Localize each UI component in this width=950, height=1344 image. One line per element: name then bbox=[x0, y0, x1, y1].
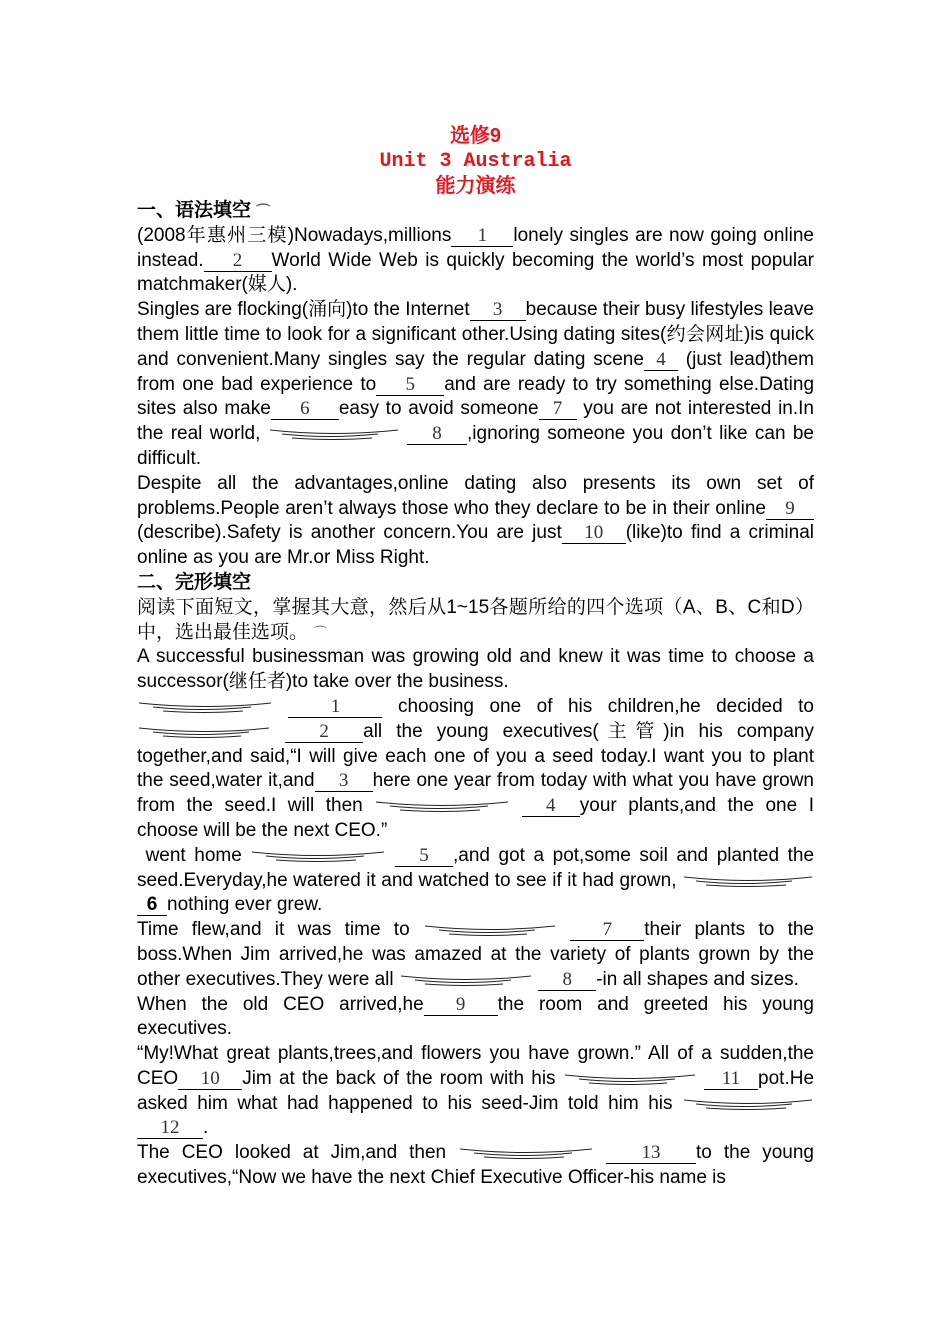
blank-10[interactable]: 10 bbox=[562, 523, 626, 544]
blank-5[interactable]: 5 bbox=[376, 375, 444, 396]
course-title: 选修9 bbox=[449, 125, 502, 147]
cloze-paragraph-4: Time flew,and it was time to 7 their plants to the boss.When Jim arrived,he was amazed at the variety of plants grown by the other executives.They were all 8 -in all shapes and sizes. bbox=[137, 919, 814, 990]
cloze-heading: 二、完形填空 bbox=[137, 571, 252, 593]
cloze-blank-4[interactable]: 4 bbox=[522, 796, 580, 817]
blank-3[interactable]: 3 bbox=[470, 300, 526, 321]
blank-wave-icon bbox=[137, 700, 273, 714]
blank-wave-icon bbox=[250, 849, 386, 863]
blank-4[interactable]: 4 bbox=[644, 350, 678, 371]
cloze-paragraph-5: When the old CEO arrived,he 9 the room and greeted his young executives. bbox=[137, 993, 814, 1040]
grammar-heading: 一、语法填空 ⌒ bbox=[137, 200, 271, 221]
cloze-blank-12[interactable]: 12 bbox=[137, 1118, 203, 1139]
cloze-blank-6[interactable]: 6 bbox=[137, 895, 167, 916]
blank-wave-icon bbox=[682, 1097, 814, 1111]
cloze-paragraph-7: The CEO looked at Jim,and then 13 to the young executives,“Now we have the next Chief Executive Officer-his name is bbox=[137, 1142, 814, 1189]
cloze-blank-9[interactable]: 9 bbox=[424, 995, 498, 1016]
paragraph-mark-icon: ⌒ bbox=[256, 203, 271, 219]
paragraph-mark-icon: ⌒ bbox=[313, 624, 328, 641]
cloze-blank-2[interactable]: 2 bbox=[285, 722, 363, 743]
cloze-blank-5[interactable]: 5 bbox=[395, 846, 453, 867]
grammar-paragraph-2: Singles are flocking(涌向)to the Internet 3 because their busy lifestyles leave them little time to look for a significant other.Using dating sites(约会网址)is quick and convenient.Many singles say the regular dating scene 4 (just lead)them from one bad experience to 5 and are ready to try something else.Dating sites also make 6 easy to avoid someone 7 you are not interested in.In the real world, 8 ,ignoring someone you don’t like can be difficult. bbox=[137, 299, 815, 469]
grammar-paragraph-1: (2008年惠州三模)Nowadays,millions 1 lonely singles are now going online instead. 2 World Wide Web is quickly becoming the world’s most popular matchmaker(媒人). bbox=[137, 224, 814, 296]
blank-wave-icon bbox=[374, 799, 510, 813]
cloze-instructions: 阅读下面短文，掌握其大意，然后从1~15各题所给的四个选项（A、B、C和D）中，选出最佳选项。 ⌒ bbox=[137, 596, 814, 643]
blank-wave-icon bbox=[268, 427, 400, 441]
cloze-paragraph-1: A successful businessman was growing old and knew it was time to choose a successor(继任者)to take over the business. bbox=[137, 646, 814, 693]
blank-wave-icon bbox=[399, 973, 533, 987]
blank-8[interactable]: 8 bbox=[407, 424, 467, 445]
cloze-blank-3[interactable]: 3 bbox=[315, 771, 373, 792]
blank-9[interactable]: 9 bbox=[766, 499, 814, 520]
blank-wave-icon bbox=[423, 923, 557, 937]
section-title: 能力演练 bbox=[435, 175, 516, 197]
blank-2[interactable]: 2 bbox=[204, 251, 272, 272]
cloze-paragraph-2: 1 choosing one of his children,he decided to 2 all the young executives(主管)in his company together,and said,“I will give each one of you a seed today.I want you to plant the seed,water it,and 3 here one year from today with what you have grown from the seed.I will then 4 your plants,and the one I choose will be the next CEO.” bbox=[137, 695, 815, 841]
blank-7[interactable]: 7 bbox=[539, 399, 577, 420]
blank-wave-icon bbox=[563, 1072, 697, 1086]
cloze-blank-10[interactable]: 10 bbox=[178, 1069, 242, 1090]
document-page bbox=[137, 124, 814, 1191]
cloze-blank-7[interactable]: 7 bbox=[570, 920, 644, 941]
unit-title: Unit 3 Australia bbox=[379, 150, 572, 173]
cloze-paragraph-3: went home 5 ,and got a pot,some soil and planted the seed.Everyday,he watered it and watched to see if it had grown, 6 nothing ever grew. bbox=[137, 844, 815, 916]
blank-wave-icon bbox=[458, 1146, 594, 1160]
cloze-blank-13[interactable]: 13 bbox=[606, 1143, 696, 1164]
blank-wave-icon bbox=[137, 725, 271, 739]
cloze-blank-1[interactable]: 1 bbox=[288, 697, 382, 718]
blank-6[interactable]: 6 bbox=[271, 399, 339, 420]
cloze-paragraph-6: “My!What great plants,trees,and flowers you have grown.” All of a sudden,the CEO 10 Jim at the back of the room with his 11 pot.He asked him what had happened to his seed-Jim told him his 12 . bbox=[137, 1043, 815, 1139]
cloze-blank-11[interactable]: 11 bbox=[704, 1069, 758, 1090]
cloze-blank-8[interactable]: 8 bbox=[538, 970, 596, 991]
blank-wave-icon bbox=[682, 874, 814, 888]
grammar-paragraph-3: Despite all the advantages,online dating also presents its own set of problems.People aren’t always those who they declare to be in their online 9(describe).Safety is another concern.You are just 10 (like)to find a criminal online as you are Mr.or Miss Right. bbox=[137, 472, 814, 569]
blank-1[interactable]: 1 bbox=[451, 226, 513, 247]
